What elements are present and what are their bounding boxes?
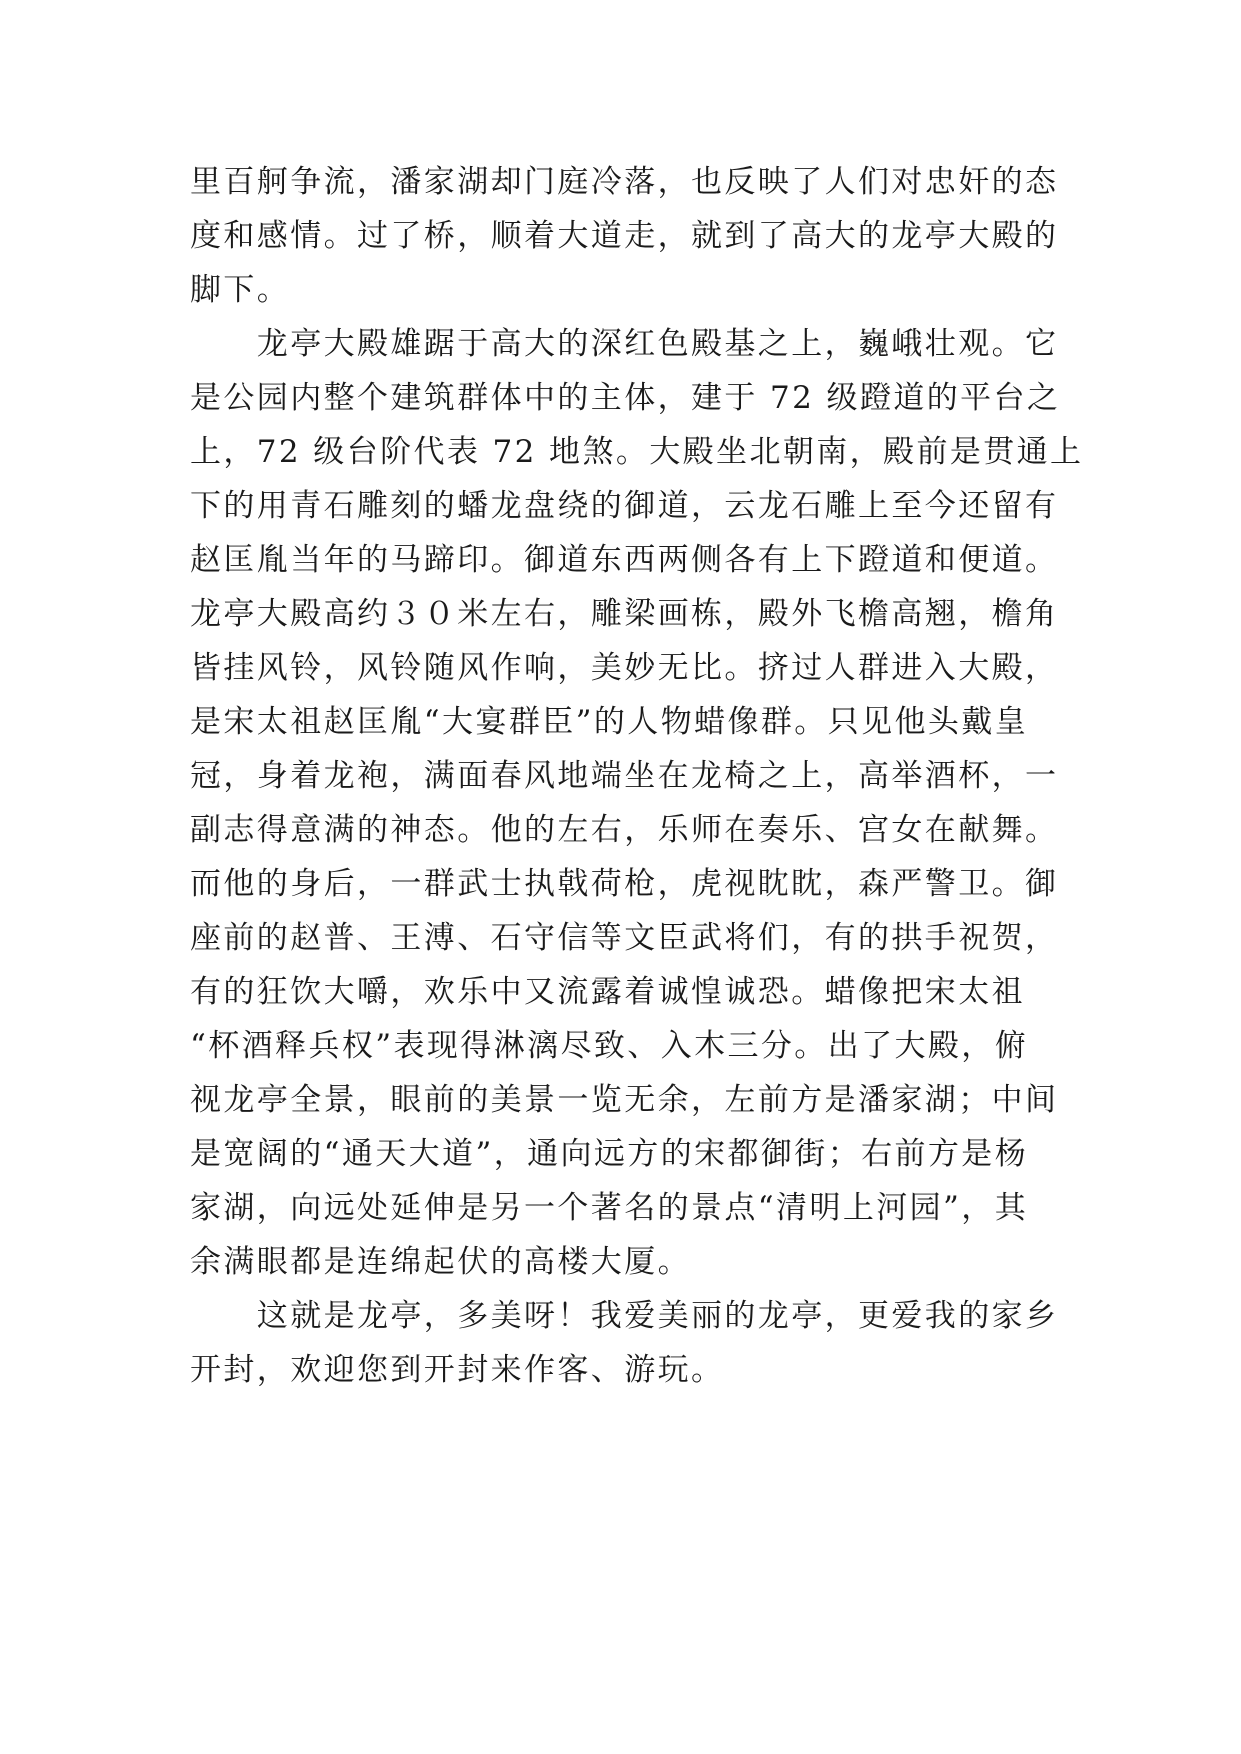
paragraph-2: [190, 317, 1084, 1289]
text-line: 龙亭大殿雄踞于高大的深红色殿基之上，巍峨壮观。它: [190, 326, 1059, 362]
text-line: 是宽阔的“通天大道”，通向远方的宋都御街；右前方是杨: [190, 1136, 1029, 1172]
text-line: 有的狂饮大嚼，欢乐中又流露着诚惶诚恐。蜡像把宋太祖: [190, 974, 1025, 1010]
text-line: 脚下。: [190, 272, 291, 308]
text-line: 冠，身着龙袍，满面春风地端坐在龙椅之上，高举酒杯，一: [190, 758, 1059, 794]
text-line: 上，72 级台阶代表 72 地煞。大殿坐北朝南，殿前是贯通上: [190, 434, 1084, 470]
paragraph-1: [190, 155, 1059, 317]
text-line: 是宋太祖赵匡胤“大宴群臣”的人物蜡像群。只见他头戴皇: [190, 704, 1029, 740]
text-line: 赵匡胤当年的马蹄印。御道东西两侧各有上下蹬道和便道。: [190, 542, 1059, 578]
text-line: 下的用青石雕刻的蟠龙盘绕的御道，云龙石雕上至今还留有: [190, 488, 1059, 524]
text-line: 视龙亭全景，眼前的美景一览无余，左前方是潘家湖；中间: [190, 1082, 1059, 1118]
text-line: “杯酒释兵权”表现得淋漓尽致、入木三分。出了大殿，俯: [190, 1028, 1029, 1064]
paragraph-3: [190, 1289, 1059, 1397]
text-line: 是公园内整个建筑群体中的主体，建于 72 级蹬道的平台之: [190, 380, 1061, 416]
text-line: 座前的赵普、王溥、石守信等文臣武将们，有的拱手祝贺，: [190, 920, 1059, 956]
text-line: 家湖，向远处延伸是另一个著名的景点“清明上河园”，其: [190, 1190, 1029, 1226]
text-line: 这就是龙亭，多美呀！我爱美丽的龙亭，更爱我的家乡: [190, 1298, 1059, 1334]
text-line: 开封，欢迎您到开封来作客、游玩。: [190, 1352, 725, 1388]
text-line: 皆挂风铃，风铃随风作响，美妙无比。挤过人群进入大殿，: [190, 650, 1059, 686]
text-line: 而他的身后，一群武士执戟荷枪，虎视眈眈，森严警卫。御: [190, 866, 1059, 902]
text-line: 度和感情。过了桥，顺着大道走，就到了高大的龙亭大殿的: [190, 218, 1059, 254]
text-line: 副志得意满的神态。他的左右，乐师在奏乐、宫女在献舞。: [190, 812, 1059, 848]
text-line: 余满眼都是连绵起伏的高楼大厦。: [190, 1244, 691, 1280]
text-line: 里百舸争流，潘家湖却门庭冷落，也反映了人们对忠奸的态: [190, 164, 1059, 200]
text-line: 龙亭大殿高约３０米左右，雕梁画栋，殿外飞檐高翘，檐角: [190, 596, 1059, 632]
document-body: [190, 155, 1084, 1397]
